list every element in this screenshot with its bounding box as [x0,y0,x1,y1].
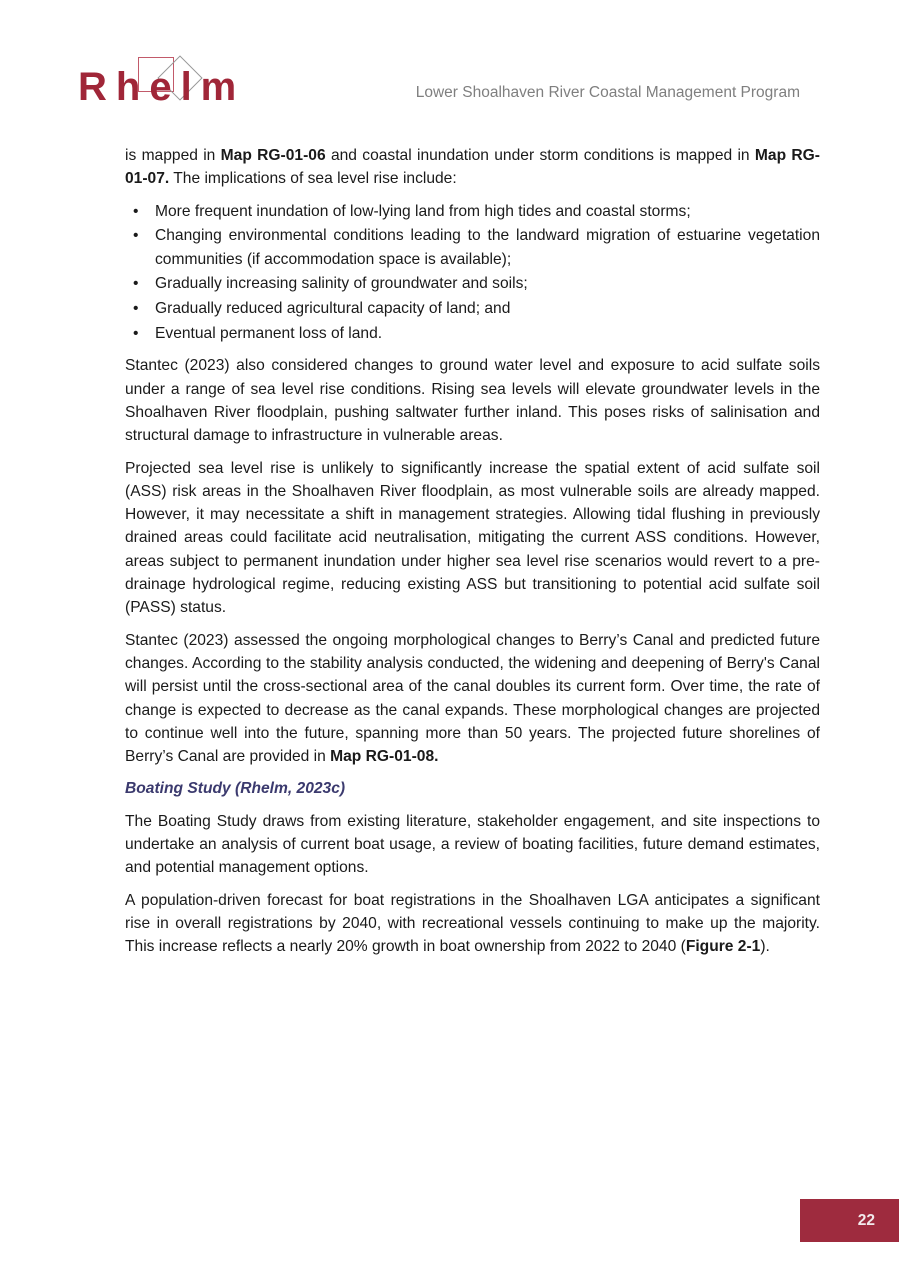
bullet-icon: • [133,275,139,293]
list-item-text: Gradually increasing salinity of groundwater and soils; [155,275,528,293]
rhelm-logo [78,45,298,120]
paragraph-groundwater: Stantec (2023) also considered changes to ground water level and exposure to acid sulfate soils under a range of sea level rise conditions. Rising sea levels will elevate groundwater levels in the Shoalhaven River floodplain, pushing saltwater further inland. This poses risks of salinisation and structural damage to infrastructure in vulnerable areas. [125,357,820,445]
list-item [125,224,820,271]
paragraph-boat-forecast: A population-driven forecast for boat registrations in the Shoalhaven LGA anticipates a significant rise in overall registrations by 2040, with recreational vessels continuing to make up the majority. This increase reflects a nearly 20% growth in boat ownership from 2022 to 2040 (Figure 2-1). [125,891,820,956]
body-content [125,144,820,968]
list-item [125,322,820,345]
boating-study-heading: Boating Study (Rhelm, 2023c) [125,780,346,798]
bullet-icon: • [133,202,139,220]
bullet-icon: • [133,325,139,343]
bullet-icon: • [133,300,139,318]
paragraph-map-references: is mapped in Map RG-01-06 and coastal inundation under storm conditions is mapped in Map RG-01-07. The implications of sea level rise include: [125,147,820,188]
header-title: Lower Shoalhaven River Coastal Management Program [415,84,800,101]
logo-wordmark: Rhelm [78,65,246,109]
list-item-text: Changing environmental conditions leading to the landward migration of estuarine vegetation communities (if accommodation space is available); [155,227,820,268]
paragraph-berrys-canal: Stantec (2023) assessed the ongoing morphological changes to Berry’s Canal and predicted future changes. According to the stability analysis conducted, the widening and deepening of Berry's Canal will persist until the cross-sectional area of the canal doubles its current form. Over time, the rate of change is expected to decrease as the canal expands. These morphological changes are projected to continue well into the future, spanning more than 50 years. The projected future shorelines of Berry’s Canal are provided in Map RG-01-08. [125,631,820,766]
list-item [125,297,820,320]
list-item [125,272,820,295]
paragraph-acid-sulfate-soil: Projected sea level rise is unlikely to significantly increase the spatial extent of acid sulfate soil (ASS) risk areas in the Shoalhaven River floodplain, as most vulnerable soils are already mapped. However, it may necessitate a shift in management strategies. Allowing tidal flushing in previously drained areas could facilitate acid neutralisation, mitigating the current ASS conditions. However, areas subject to permanent inundation under higher sea level rise scenarios would revert to a pre-drainage hydrological regime, reducing existing ASS but transitioning to potential acid sulfate soil (PASS) status. [125,459,820,617]
sea-level-rise-implications-list [125,200,820,346]
list-item-text: More frequent inundation of low-lying land from high tides and coastal storms; [155,202,691,220]
list-item [125,200,820,223]
page-header [0,0,899,130]
list-item-text: Gradually reduced agricultural capacity of land; and [155,300,511,318]
list-item-text: Eventual permanent loss of land. [155,325,383,343]
bullet-icon: • [133,227,139,245]
page-number-badge: 22 [800,1199,899,1242]
paragraph-boating-study: The Boating Study draws from existing literature, stakeholder engagement, and site inspections to undertake an analysis of current boat usage, a review of boating facilities, future demand estimates, and potential management options. [125,812,820,877]
